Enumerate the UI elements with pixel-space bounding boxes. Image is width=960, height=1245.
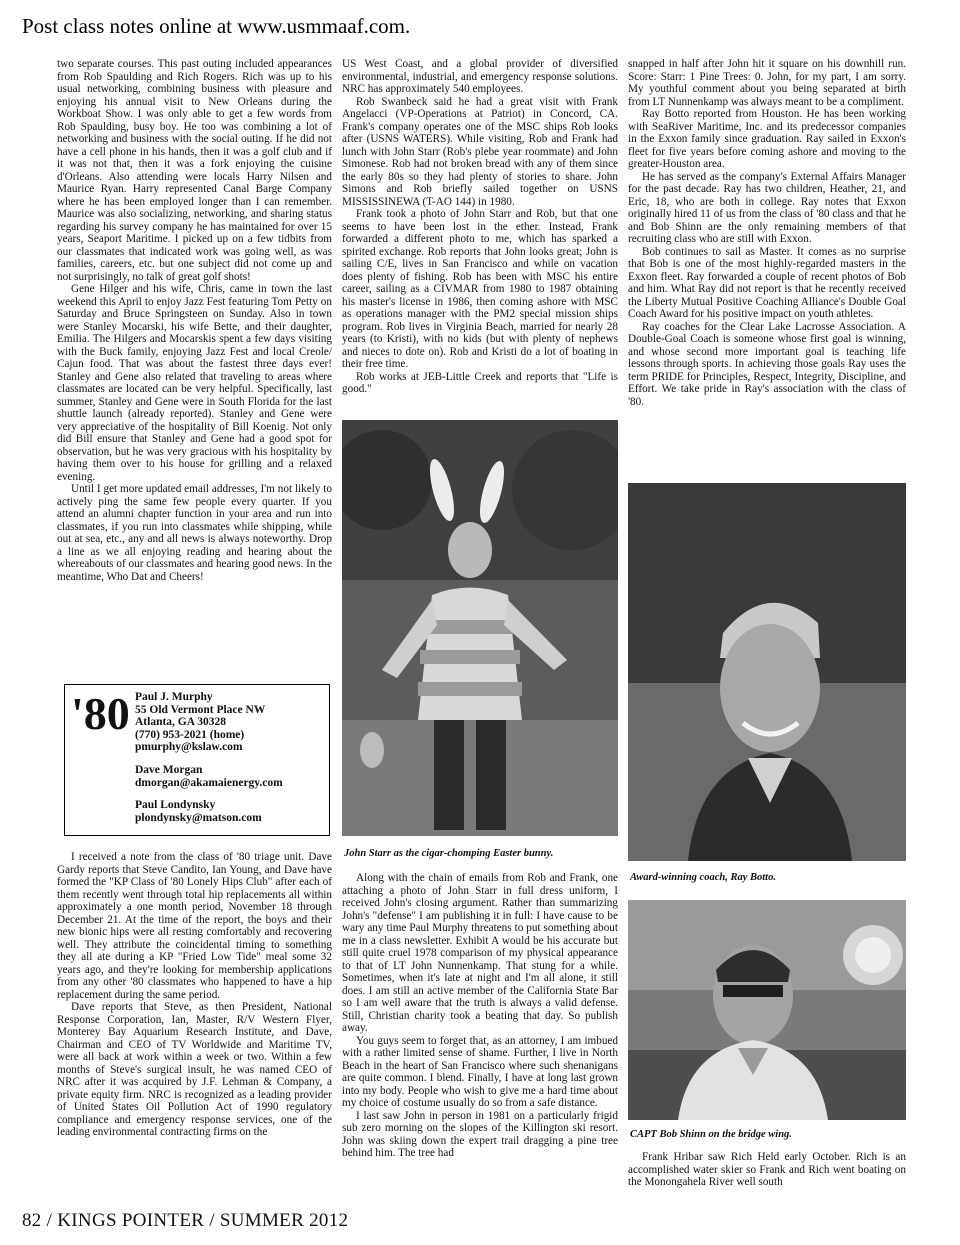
paragraph: snapped in half after John hit it square on his downhill run. Score: Starr: 1 Pine Trees: 0. John, for my part, I am sorry. My youthful comment about you being separated at birth from LT Nunnenkamp was always meant to be a compliment. <box>628 58 906 108</box>
photo-bob-shinn <box>628 900 906 1120</box>
column-2-lower <box>342 872 618 1160</box>
contact-phone: (770) 953-2021 (home) <box>135 728 245 741</box>
paragraph: Frank took a photo of John Starr and Rob, but that one seems to have been lost in the ether. Instead, Frank forwarded a different photo to me, which has sparked a spirited exchange. Rob reports that John looks great; John is sailing C/E, lives in San Francisco and while on vacation does plenty of fishing. Rob has been with MSC his entire career, sailing as a CIVMAR from 1980 to 1987 obtaining his master's license in 1986, then coming ashore with MSC as operations manager with the PM2 special mission ships program. Rob lives in Virginia Beach, married for nearly 28 years (to Kristi), with no kids (but with plenty of nephews and nieces to dote on). Rob and Kristi do a lot of boating in their free time. <box>342 208 618 370</box>
paragraph: Ray coaches for the Clear Lake Lacrosse Association. A Double-Goal Coach is someone whose first goal is winning, and whose second more important goal is teaching life lessons through sports. In achieving those goals Ray uses the term PRIDE for Principles, Respect, Integrity, Discipline, and Effort. We take pride in Ray's association with the class of '80. <box>628 320 906 408</box>
paragraph: two separate courses. This past outing included appearances from Rob Spaulding and Rich Rogers. Rich was up to his usual networking, combining business with pleasure and enjoying his annual visit to New Orleans during the Workboat Show. I was only able to get a few words from Rob Spaulding, busy boy. He too was combining a lot of networking and business with the social outing. If he did not have a cell phone in his hands, then it was a golf club and if it was not that, then it was a fork enjoying the cuisine d'Orleans. Also attending were locals Harry Nilsen and Maurice Ryan. Harry represented Canal Barge Company where he has been employed longer than I can remember. Maurice was also socializing, networking, and sharing status regarding his survey company he has maintained for over 15 years, Seaport Maritime. I picked up on a few tidbits from our classmates that indicated work was going well, as was families, careers, etc. but one subject did not come up and not surprisingly, no talk of great golf shots! <box>57 58 332 283</box>
paragraph: Rob Swanbeck said he had a great visit with Frank Angelacci (VP-Operations at Patriot) in Concord, CA. Frank's company operates one of the MSC ships Rob looks after (USNS WATERS). While visiting, Rob and Frank had lunch with John Starr (Rob's plebe year roommate) and John Simonese. Rob had not broken bread with any of them since the early 80s so they had plenty of stories to share. John Simons and Rob briefly sailed together on USNS MISSISSINEWA (T-AO 144) in 1980. <box>342 95 618 208</box>
paragraph: I received a note from the class of '80 triage unit. Dave Gardy reports that Steve Candito, Ian Young, and Dave have formed the "KP Class of '80 Lonely Hips Club" after each of them recently went through total hip replacements all within approximately a one month period, November 18 through December 21. At the time of the report, the boys and their new bionic hips were all resting comfortably and recovering well. They attribute the coincidental timing to something they all ate during a KP "Fried Low Tide" meal some 32 years ago, and they're looking for membership applications from any other '80 classmates who happened to have a hip replacement during the same period. <box>57 851 332 1001</box>
column-1-lower <box>57 851 332 1139</box>
column-2 <box>342 58 618 396</box>
paragraph: US West Coast, and a global provider of diversified environmental, industrial, and emergency response solutions. NRC has approximately 540 employees. <box>342 58 618 95</box>
photo-easter-bunny <box>342 420 618 836</box>
contact-address: 55 Old Vermont Place NW <box>135 703 266 716</box>
contact-info <box>135 691 283 824</box>
paragraph: Along with the chain of emails from Rob and Frank, one attaching a photo of John Starr in full dress uniform, I received John's closing argument. Rather than summarizing John's "defense" I am publishing it in full: I have cause to be wary any time Paul Murphy threatens to put something about me in a class newsletter. Exhibit A would be his accurate but still quite cruel 1978 comparison of my physical appearance to that of LT John Nunnenkamp. That stung for a while. Sometimes, when it's late at night and I'm all alone, it still does. I am still an active member of the California State Bar so I am well aware that the truth is always a valid defense. Still, Christian charity took a beating that day. So publish away. <box>342 872 618 1034</box>
paragraph: Ray Botto reported from Houston. He has been working with SeaRiver Maritime, Inc. and its predecessor companies in the Exxon family since graduation. Ray sailed in Exxon's fleet for five years before coming ashore and moving to the greater-Houston area. <box>628 108 906 170</box>
photo-ray-botto <box>628 483 906 861</box>
contact-name: Paul Londynsky <box>135 799 216 812</box>
contact-name: Dave Morgan <box>135 763 203 776</box>
photo-caption: CAPT Bob Shinn on the bridge wing. <box>630 1129 792 1140</box>
paragraph: I last saw John in person in 1981 on a particularly frigid sub zero morning on the slopes of the Killington ski resort. John was skiing down the expert trail dragging a pine tree behind him. The tree had <box>342 1109 618 1159</box>
class-contact-box <box>64 684 330 836</box>
photo-ray-botto-image <box>628 483 906 861</box>
paragraph: Rob works at JEB-Little Creek and reports that "Life is good." <box>342 370 618 395</box>
paragraph: He has served as the company's External Affairs Manager for the past decade. Ray has two children, Heather, 21, and Eric, 18, who are both in college. Ray notes that Exxon originally hired 11 of us from the class of '80 class and that he and Bob Shinn are the only remaining members of that recruiting class who are still with Exxon. <box>628 170 906 245</box>
contact-email[interactable]: pmurphy@kslaw.com <box>135 741 243 754</box>
paragraph: Gene Hilger and his wife, Chris, came in town the last weekend this April to enjoy Jazz Fest featuring Tom Petty on Saturday and Bruce Springsteen on Sunday. Also in town were Stanley Mocarski, his wife Bette, and their daughter, Emilia. The Hilgers and Mocarskis spent a few days visiting with the Buck family, enjoying Jazz Fest and local Creole/ Cajun food. That was about the fastest three days ever! Stanley and Gene also related that traveling to areas where classmates are located can be very helpful. Specifically, last summer, Stanley and Gene were in South Florida for the last shuttle launch (already reported). Stanley and Gene were very appreciative of the hospitality of Bill Koenig. Not only did Bill ensure that Stanley and Gene had a good spot for observation, but he was very gracious with his hospitality by having them over to his house for grilling and a relaxed evening. <box>57 283 332 483</box>
column-3 <box>628 58 906 408</box>
contact-email[interactable]: dmorgan@akamaienergy.com <box>135 776 283 789</box>
column-3-lower <box>628 1151 906 1189</box>
photo-caption: John Starr as the cigar-chomping Easter bunny. <box>344 848 554 859</box>
paragraph: Dave reports that Steve, as then President, National Response Corporation, Ian, Master, R/V Western Flyer, Monterey Bay Aquarium Research Institute, and Dave, Chairman and CEO of TV Worldwide and Maritime TV, were all back at work within a week or two. Within a few months of Steve's surgical insult, he was named CEO of NRC after it was acquired by J.F. Lehman & Company, a private equity firm. NRC is recognized as a leading provider of United States Oil Pollution Act of 1990 regulatory compliance and emergency response services, one of the leading environmental contracting firms on the <box>57 1001 332 1138</box>
page-footer: 82 / KINGS POINTER / SUMMER 2012 <box>22 1210 349 1231</box>
paragraph: You guys seem to forget that, as an attorney, I am imbued with a rather limited sense of shame. Further, I live in North Beach in the heart of San Francisco where such shenanigans are quite common. I blend. Finally, I have at long last grown into my body. People who wish to give me a hard time about my choice of costume usually do so from a safe distance. <box>342 1034 618 1109</box>
contact-address: Atlanta, GA 30328 <box>135 716 227 729</box>
class-year: '80 <box>71 688 130 739</box>
page-header: Post class notes online at www.usmmaaf.com. <box>22 14 411 38</box>
photo-bob-shinn-image <box>628 900 906 1120</box>
column-1 <box>57 58 332 583</box>
photo-easter-bunny-image <box>342 420 618 836</box>
contact-email[interactable]: plondynsky@matson.com <box>135 811 262 824</box>
paragraph: Bob continues to sail as Master. It comes as no surprise that Bob is one of the most highly-regarded masters in the Exxon fleet. Ray forwarded a couple of recent photos of Bob and him. What Ray did not report is that he recently received the Liberty Mutual Positive Coaching Alliance's Double Goal Coach Award for his positive impact on youth athletes. <box>628 245 906 320</box>
contact-name: Paul J. Murphy <box>135 691 213 703</box>
paragraph: Frank Hribar saw Rich Held early October. Rich is an accomplished water skier so Frank and Rich went boating on the Monongahela River well south <box>628 1151 906 1188</box>
paragraph: Until I get more updated email addresses, I'm not likely to actively ping the same few people every quarter. If you attend an alumni chapter function in your area and run into classmates, if you run into classmates while shipping, while out at sea, etc., any and all news is always noteworthy. Drop a line as we all enjoying reading and hearing about the whereabouts of our classmates and hearing good news. In the meantime, Who Dat and Cheers! <box>57 483 332 583</box>
photo-caption: Award-winning coach, Ray Botto. <box>630 872 776 883</box>
